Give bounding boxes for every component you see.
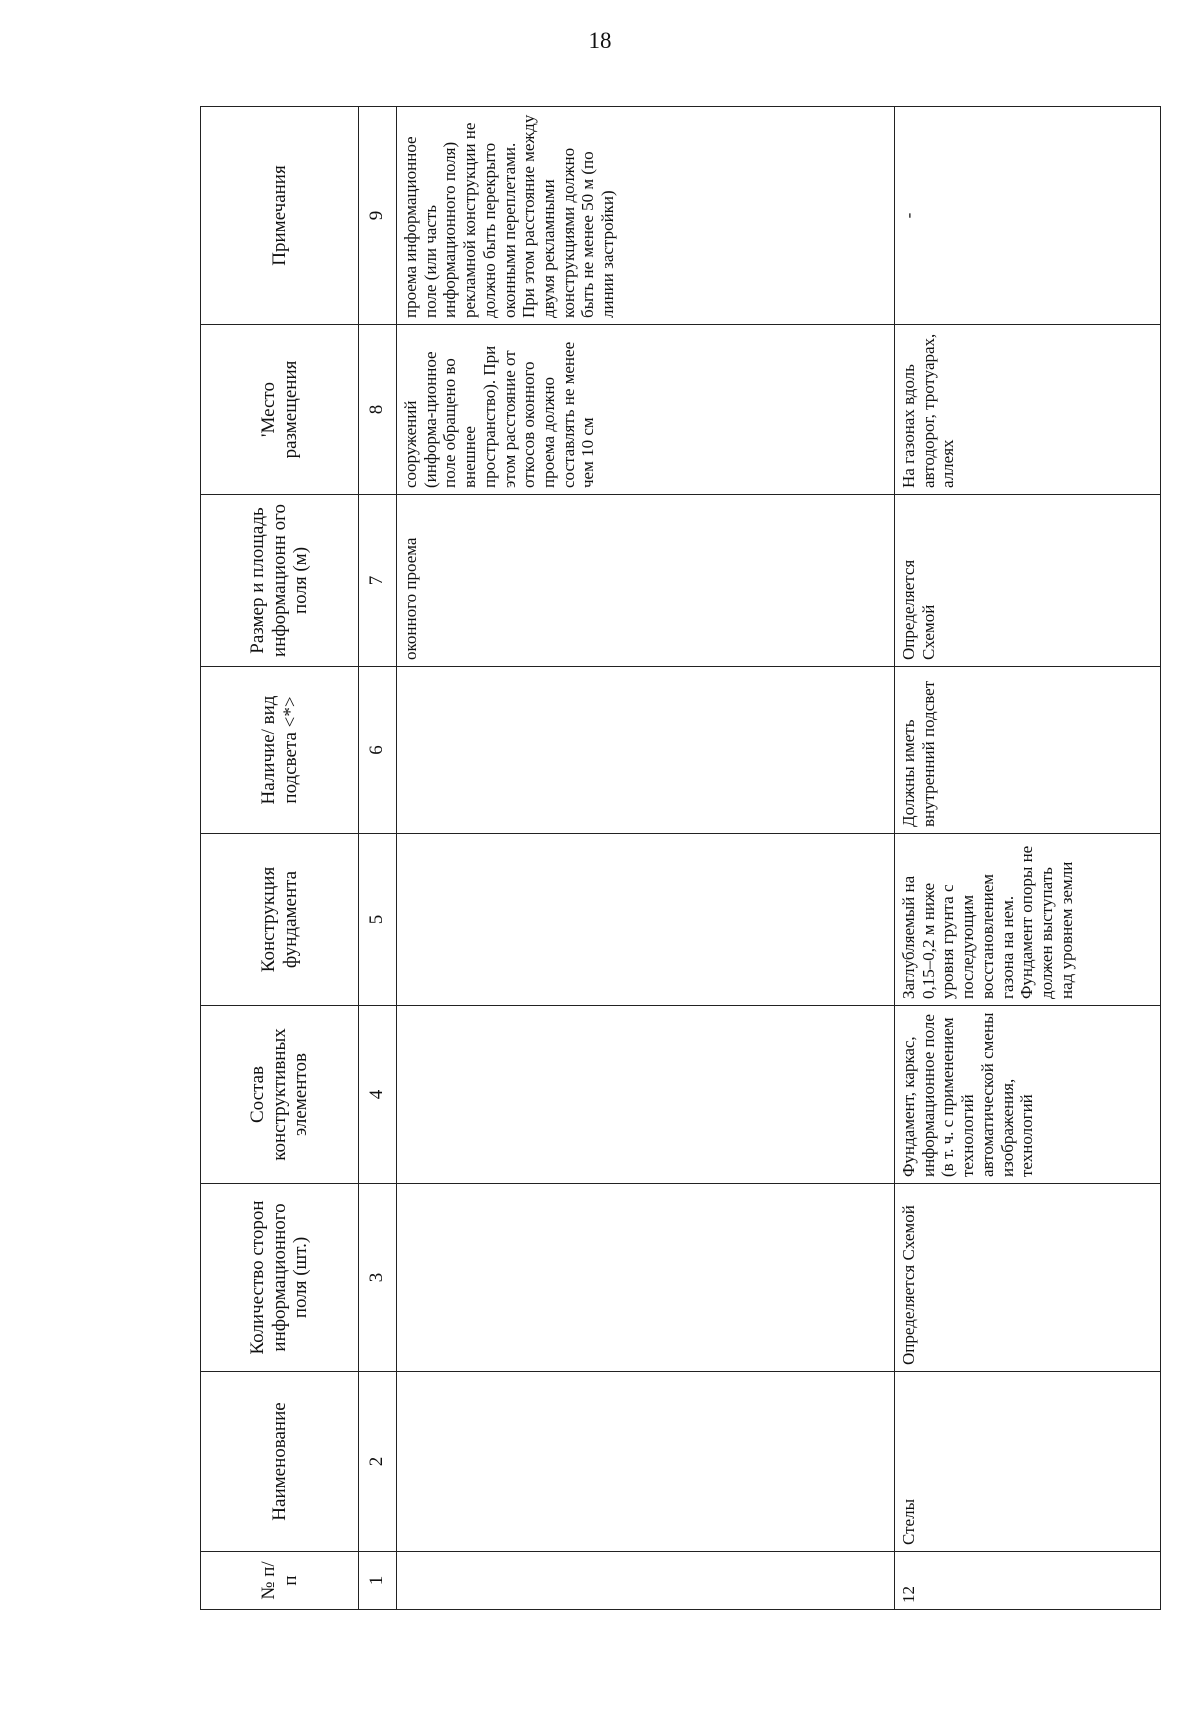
rotated-table-inner (200, 107, 1160, 1610)
page-number: 18 (588, 28, 612, 53)
header-cell: 'Место размещения (201, 325, 359, 495)
table-cell (397, 1552, 895, 1610)
header-cell: № п/п (201, 1552, 359, 1610)
table-cell: Стелы (895, 1372, 1161, 1552)
column-number: 7 (359, 495, 397, 667)
advertising-structures-table (200, 106, 1161, 1610)
table-cell (397, 834, 895, 1006)
table-cell: На газонах вдоль автодорог, тротуарах, аллеях (895, 325, 1161, 495)
header-cell: Наличие/ вид подсвета <*> (201, 667, 359, 834)
header-cell: Наименование (201, 1372, 359, 1552)
column-number: 4 (359, 1006, 397, 1184)
table-cell: Фундамент, каркас, информационное поле (в т. ч. с применением технологий автоматической смены изображения, технологий (895, 1006, 1161, 1184)
table-cell (397, 1006, 895, 1184)
rotated-table-container (200, 107, 1160, 1610)
table-cell: 12 (895, 1552, 1161, 1610)
column-number: 8 (359, 325, 397, 495)
table-cell: - (895, 107, 1161, 325)
column-number: 9 (359, 107, 397, 325)
header-cell: Состав конструктивных элементов (201, 1006, 359, 1184)
table-cell (397, 1184, 895, 1372)
column-number: 1 (359, 1552, 397, 1610)
header-cell: Конструкция фундамента (201, 834, 359, 1006)
header-cell: Примечания (201, 107, 359, 325)
table-cell (397, 667, 895, 834)
table-cell: оконного проема (397, 495, 895, 667)
table-cell: Определяется Схемой (895, 495, 1161, 667)
header-row (201, 107, 359, 1610)
table-cell: Заглубляемый на 0,15–0,2 м ниже уровня грунта с последующим восстановлением газона на нем. Фундамент опоры не должен выступать над уровнем земли (895, 834, 1161, 1006)
table-row (397, 107, 895, 1610)
header-cell: Количество сторон информационного поля (шт.) (201, 1184, 359, 1372)
table-cell: Определяется Схемой (895, 1184, 1161, 1372)
column-number: 3 (359, 1184, 397, 1372)
table-cell (397, 1372, 895, 1552)
table-row (895, 107, 1161, 1610)
column-number-row (359, 107, 397, 1610)
header-cell: Размер и площадь информационн ого поля (м) (201, 495, 359, 667)
column-number: 6 (359, 667, 397, 834)
column-number: 2 (359, 1372, 397, 1552)
table-cell: сооружений (информа-ционное поле обращено во внешнее пространство). При этом расстояние от откосов оконного проема должно составлять не менее чем 10 см (397, 325, 895, 495)
table-cell: проема информационное поле (или часть информационного поля) рекламной конструкции не должно быть перекрыто оконными переплетами. При этом расстояние между двумя рекламными конструкциями должно быть не менее 50 м (по линии застройки) (397, 107, 895, 325)
column-number: 5 (359, 834, 397, 1006)
table-cell: Должны иметь внутренний подсвет (895, 667, 1161, 834)
